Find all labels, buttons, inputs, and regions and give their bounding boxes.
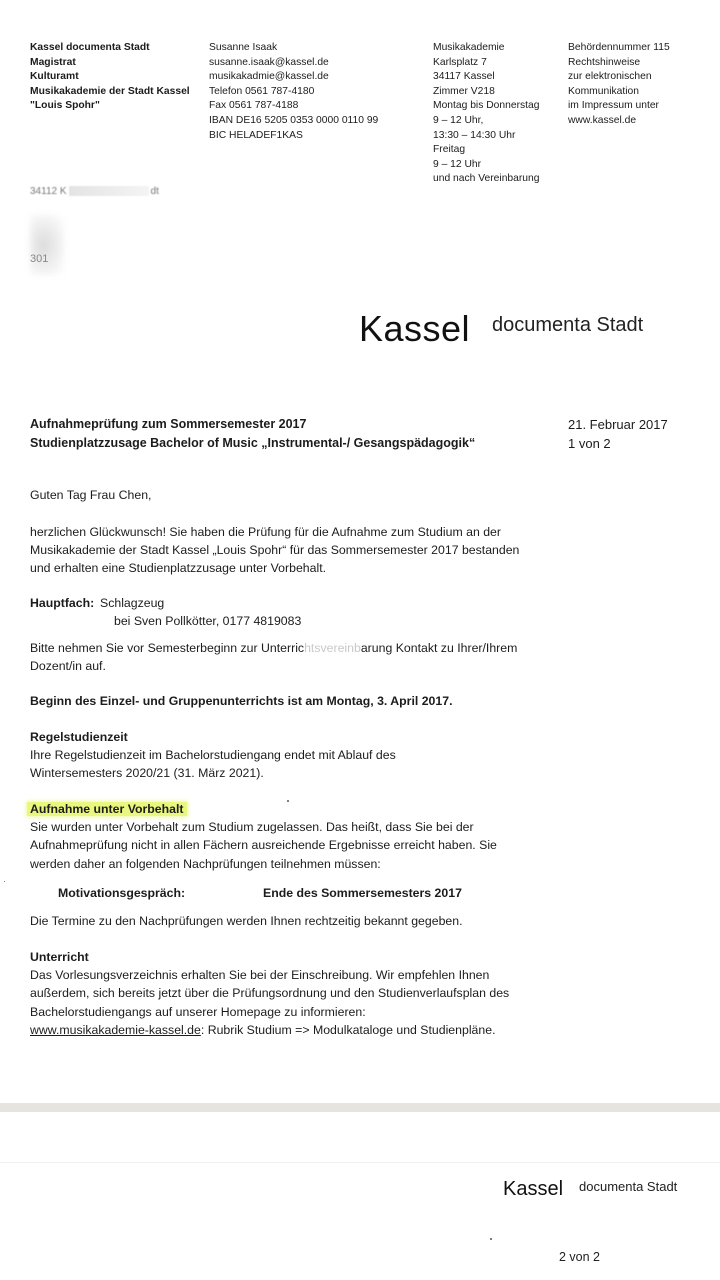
sender-line: Magistrat <box>30 56 76 68</box>
legal-column <box>568 41 670 129</box>
page-separator <box>0 1103 720 1112</box>
unterricht-section: Unterricht Das Vorlesungsverzeichnis erhalten Sie bei der Einschreibung. Wir empfehlen Ihnen außerdem, sich bereits jetzt über die Prüfungsordnung und den Studienverlaufsplan des Bachelorstudiengangs auf unserer Homepage zu informieren: www.musikakademie-kassel.de: Rubrik Studium => Modulkataloge und Studienpläne. <box>30 948 560 1039</box>
sender-line: Kassel documenta Stadt <box>30 42 150 53</box>
contact-bic: BIC HELADEF1KAS <box>209 129 303 141</box>
regelstudienzeit-section: Regelstudienzeit Ihre Regelstudienzeit im Bachelorstudiengang endet mit Ablauf des Wintersemesters 2020/21 (31. März 2021). <box>30 728 560 783</box>
legal-line: im Impressum unter <box>568 100 659 112</box>
letter-page-2 <box>0 1112 720 1280</box>
office-line: 9 – 12 Uhr, <box>433 114 484 126</box>
contact-paragraph: Bitte nehmen Sie vor Semesterbeginn zur Unterrichtsvereinbarung Kontakt zu Ihrer/Ihrem Dozent/in auf. <box>30 641 518 674</box>
highlighted-heading: Aufnahme unter Vorbehalt <box>27 802 187 816</box>
sender-line: "Louis Spohr" <box>30 100 100 112</box>
contact-fax: Fax 0561 787-4188 <box>209 100 299 112</box>
page-number: 1 von 2 <box>568 436 611 451</box>
contact-column <box>209 41 378 143</box>
scan-speck <box>4 881 5 882</box>
hauptfach-teacher: bei Sven Pollkötter, 0177 4819083 <box>114 614 302 628</box>
exam-value: Ende des Sommersemesters 2017 <box>263 886 462 900</box>
contact-phone: Telefon 0561 787-4180 <box>209 85 315 97</box>
office-line: 34117 Kassel <box>433 71 495 83</box>
scan-speck <box>490 1238 492 1240</box>
intro-paragraph: herzlichen Glückwunsch! Sie haben die Prüfung für die Aufnahme zum Studium an der Musikakademie der Stadt Kassel „Louis Spohr“ für das Sommersemester 2017 bestanden und erhalten eine Studienplatzzusage unter Vorbehalt. <box>30 525 520 576</box>
salutation: Guten Tag Frau Chen, <box>30 488 152 502</box>
exam-label: Motivationsgespräch: <box>58 886 186 900</box>
hauptfach-value: Schlagzeug <box>100 596 165 610</box>
office-line: Freitag <box>433 144 466 156</box>
subject-line: Studienplatzzusage Bachelor of Music „Instrumental-/ Gesangspädagogik“ <box>30 436 476 450</box>
office-line: Zimmer V218 <box>433 85 495 97</box>
legal-line: www.kassel.de <box>568 114 637 126</box>
start-notice: Beginn des Einzel- und Gruppenunterrichts ist am Montag, 3. April 2017. <box>30 694 453 708</box>
page-divider <box>0 1162 720 1163</box>
scan-speck <box>287 800 289 802</box>
redacted-address-block <box>30 215 64 275</box>
sender-line: Kulturamt <box>30 71 79 83</box>
kassel-logo-tagline: documenta Stadt <box>492 314 644 336</box>
letter-date-block <box>568 415 668 453</box>
office-line: Musikakademie <box>433 42 505 53</box>
contact-email-secondary: musikakadmie@kassel.de <box>209 71 329 83</box>
homepage-link[interactable]: www.musikakademie-kassel.de <box>30 1022 201 1037</box>
section-heading: Regelstudienzeit <box>30 730 128 744</box>
contact-name: Susanne Isaak <box>209 42 278 53</box>
sender-line: Musikakademie der Stadt Kassel <box>30 85 190 97</box>
contact-email: susanne.isaak@kassel.de <box>209 56 329 68</box>
office-column <box>433 41 540 187</box>
letter-subject <box>30 415 475 453</box>
page-number-2: 2 von 2 <box>559 1250 601 1264</box>
legal-line: Rechtshinweise <box>568 56 641 68</box>
kassel-logo-tagline-page2: documenta Stadt <box>579 1179 678 1194</box>
office-line: Karlsplatz 7 <box>433 56 487 68</box>
subject-line: Aufnahmeprüfung zum Sommersemester 2017 <box>30 417 307 431</box>
office-line: 13:30 – 14:30 Uhr <box>433 129 516 141</box>
legal-line: Kommunikation <box>568 85 639 97</box>
kassel-logo: Kassel <box>359 308 471 349</box>
redacted-zip: 301 <box>30 253 49 265</box>
kassel-logo-page2: Kassel <box>503 1178 564 1200</box>
office-line: und nach Vereinbarung <box>433 173 540 185</box>
vorbehalt-section: Aufnahme unter Vorbehalt Sie wurden unter Vorbehalt zum Studium zugelassen. Das heißt, dass Sie bei der Aufnahmeprüfung nicht in allen Fächern ausreichende Ergebnisse erreicht haben. Sie werden daher an folgenden Nachprüfungen teilnehmen müssen: <box>30 800 560 873</box>
termine-text: Die Termine zu den Nachprüfungen werden Ihnen rechtzeitig bekannt gegeben. <box>30 914 463 928</box>
section-heading: Unterricht <box>30 950 89 964</box>
contact-iban: IBAN DE16 5205 0353 0000 0110 99 <box>209 114 379 126</box>
letter-date: 21. Februar 2017 <box>568 417 668 432</box>
legal-line: zur elektronischen <box>568 71 652 83</box>
office-line: 9 – 12 Uhr <box>433 158 482 170</box>
legal-line: Behördennummer 115 <box>568 42 670 53</box>
office-line: Montag bis Donnerstag <box>433 100 540 112</box>
redacted-address-line: 34112 K dt <box>30 186 159 197</box>
hauptfach-label: Hauptfach: <box>30 596 95 610</box>
sender-column <box>30 41 190 114</box>
faded-text: htsvereinb <box>304 641 361 655</box>
